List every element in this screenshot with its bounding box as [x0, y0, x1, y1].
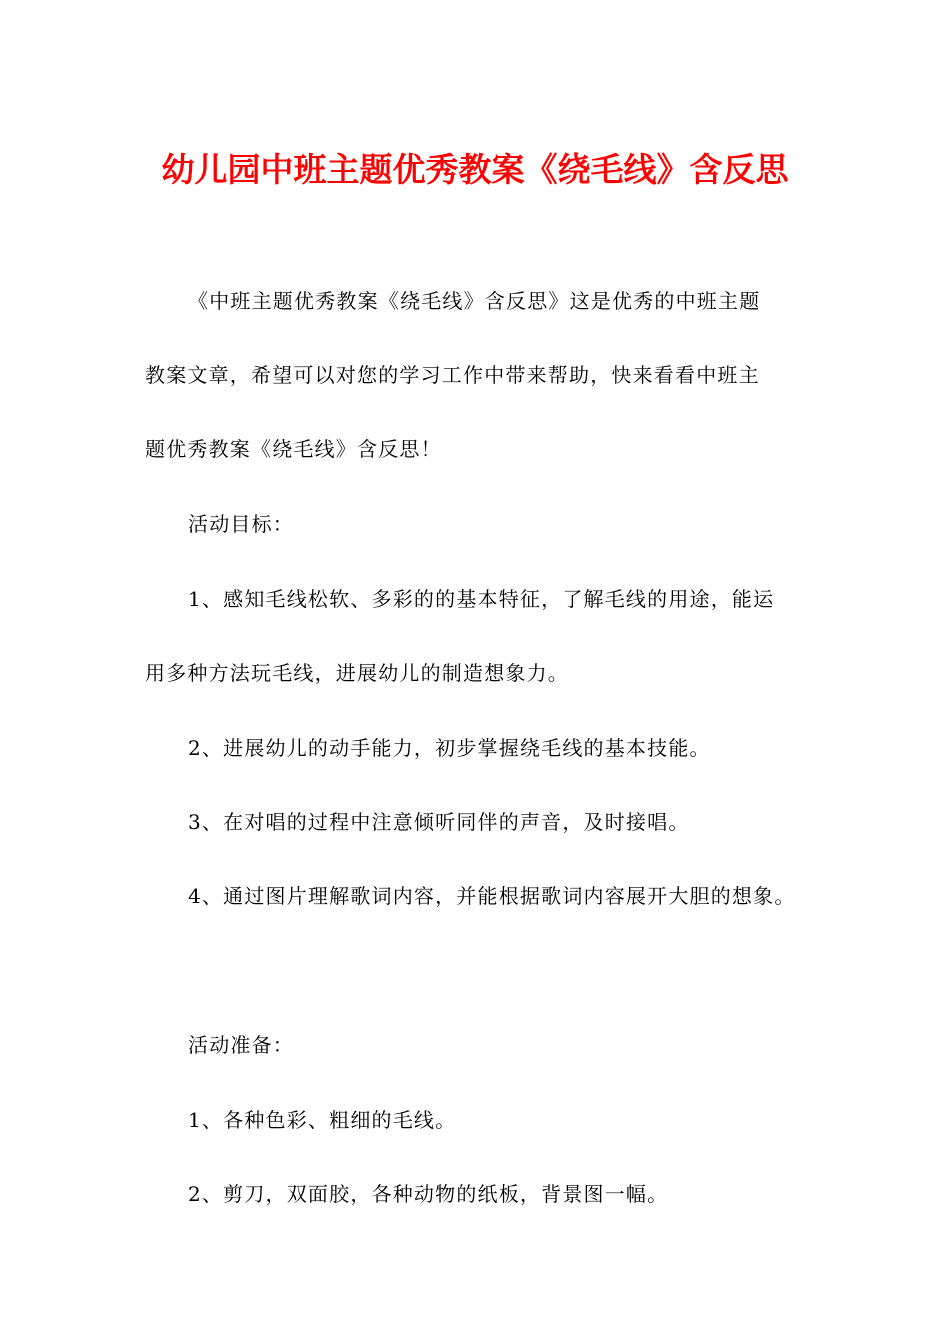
goal-1-line-1: 1、感知毛线松软、多彩的的基本特征，了解毛线的用途，能运	[188, 587, 775, 611]
goal-3: 3、在对唱的过程中注意倾听同伴的声音，及时接唱。	[188, 810, 690, 834]
document-title: 幼儿园中班主题优秀教案《绕毛线》含反思	[161, 150, 789, 189]
goals-heading: 活动目标：	[188, 512, 294, 536]
goal-4: 4、通过图片理解歌词内容，并能根据歌词内容展开大胆的想象。	[188, 884, 796, 908]
prep-2: 2、剪刀，双面胶，各种动物的纸板，背景图一幅。	[188, 1182, 669, 1206]
goal-1-line-2: 用多种方法玩毛线，进展幼儿的制造想象力。	[145, 661, 569, 685]
prep-1: 1、各种色彩、粗细的毛线。	[188, 1108, 457, 1132]
intro-line-1: 《中班主题优秀教案《绕毛线》含反思》这是优秀的中班主题	[188, 289, 761, 313]
prep-heading: 活动准备：	[188, 1033, 294, 1057]
intro-line-3: 题优秀教案《绕毛线》含反思！	[145, 437, 442, 461]
goal-2: 2、进展幼儿的动手能力，初步掌握绕毛线的基本技能。	[188, 736, 711, 760]
intro-line-2: 教案文章，希望可以对您的学习工作中带来帮助，快来看看中班主	[145, 363, 760, 387]
